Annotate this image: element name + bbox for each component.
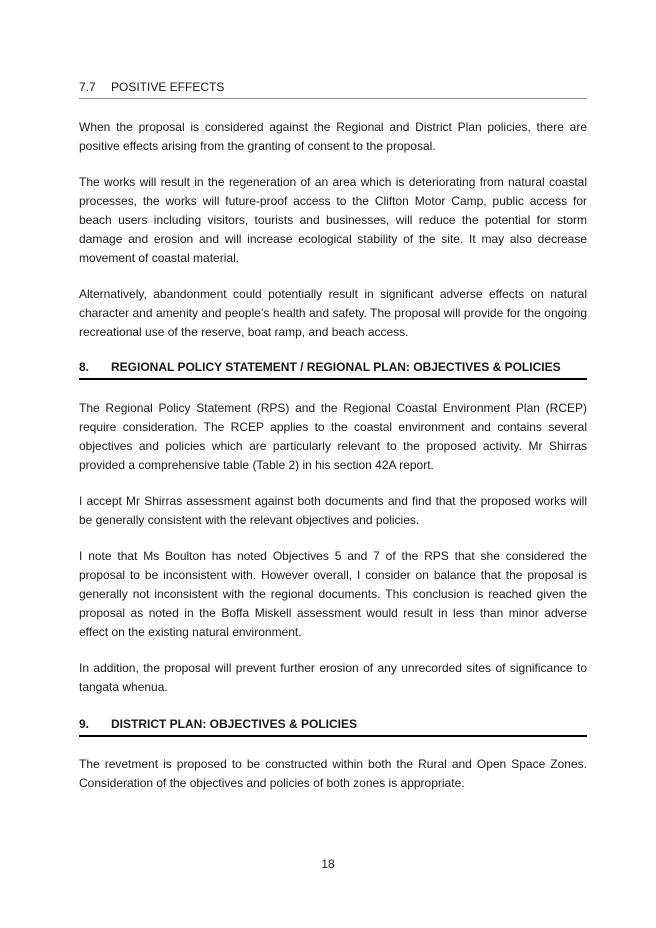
section-title: POSITIVE EFFECTS — [111, 80, 225, 94]
section-number: 9. — [79, 717, 90, 731]
section-8-heading — [79, 359, 587, 380]
section-title: DISTRICT PLAN: OBJECTIVES & POLICIES — [111, 717, 358, 731]
section-title: REGIONAL POLICY STATEMENT / REGIONAL PLAN: OBJECTIVES & POLICIES — [111, 360, 561, 374]
paragraph: When the proposal is considered against the Regional and District Plan policies, there are positive effects arising from the granting of consent to the proposal. — [79, 120, 587, 153]
paragraph: I accept Mr Shirras assessment against both documents and find that the proposed works will be generally consistent with the relevant objectives and policies. — [79, 494, 587, 527]
section-number: 7.7 — [79, 80, 96, 94]
section-7-7-heading — [79, 79, 587, 99]
page-number: 18 — [321, 857, 335, 871]
paragraph: The works will result in the regeneration of an area which is deteriorating from natural coastal processes, the works will future-proof access to the Clifton Motor Camp, public access for beach users including visitors, tourists and businesses, will reduce the potential for storm damage and erosion and will increase ecological stability of the site. It may also decrease movement of coastal material. — [79, 175, 587, 265]
paragraph: The revetment is proposed to be constructed within both the Rural and Open Space Zones. Consideration of the objectives and policies of both zones is appropriate. — [79, 757, 587, 790]
section-number: 8. — [79, 360, 90, 374]
paragraph: In addition, the proposal will prevent further erosion of any unrecorded sites of significance to tangata whenua. — [79, 661, 587, 694]
paragraph: I note that Ms Boulton has noted Objectives 5 and 7 of the RPS that she considered the proposal to be inconsistent with. However overall, I consider on balance that the proposal is generally not inconsistent with the regional documents. This conclusion is reached given the proposal as noted in the Boffa Miskell assessment would result in less than minor adverse effect on the existing natural environment. — [79, 549, 587, 639]
paragraph: The Regional Policy Statement (RPS) and the Regional Coastal Environment Plan (RCEP) require consideration. The RCEP applies to the coastal environment and contains several objectives and policies which are particularly relevant to the proposed activity. Mr Shirras provided a comprehensive table (Table 2) in his section 42A report. — [79, 401, 587, 472]
section-9-heading — [79, 716, 587, 737]
paragraph: Alternatively, abandonment could potentially result in significant adverse effects on natural character and amenity and people’s health and safety. The proposal will provide for the ongoing recreational use of the reserve, boat ramp, and beach access. — [79, 287, 587, 339]
